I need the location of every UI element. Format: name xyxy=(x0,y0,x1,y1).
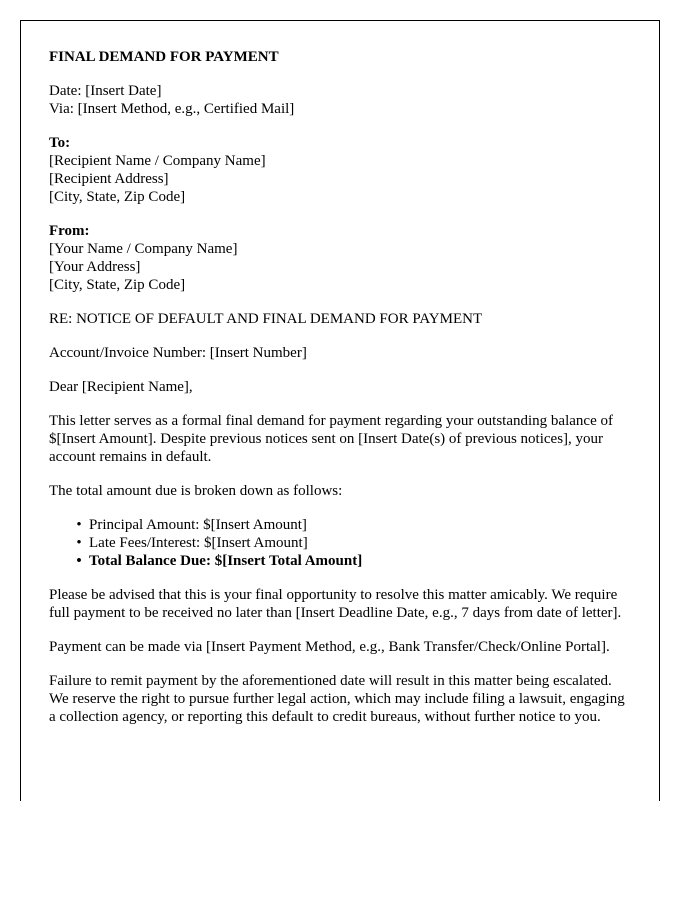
from-city-state-zip: [City, State, Zip Code] xyxy=(49,277,186,293)
from-sender-name: [Your Name / Company Name] xyxy=(49,241,238,257)
to-recipient-address: [Recipient Address] xyxy=(49,171,169,187)
to-label: To: xyxy=(49,135,71,151)
salutation: Dear [Recipient Name], xyxy=(49,379,193,395)
date-line: Date: [Insert Date] xyxy=(49,83,162,99)
breakdown-item-text: Total Balance Due: $[Insert Total Amount] xyxy=(89,553,363,569)
breakdown-item-text: Principal Amount: $[Insert Amount] xyxy=(89,517,307,533)
breakdown-item-principal xyxy=(76,516,634,534)
paragraph-payment-method: Payment can be made via [Insert Payment Method, e.g., Bank Transfer/Check/Online Portal]. xyxy=(49,639,610,655)
to-block xyxy=(49,134,634,206)
letter-body xyxy=(49,48,634,742)
letter-title: FINAL DEMAND FOR PAYMENT xyxy=(49,49,279,65)
bullet-icon: • xyxy=(76,535,82,551)
date-via-block xyxy=(49,82,634,118)
from-label: From: xyxy=(49,223,90,239)
re-line: RE: NOTICE OF DEFAULT AND FINAL DEMAND FOR PAYMENT xyxy=(49,311,483,327)
via-line: Via: [Insert Method, e.g., Certified Mail] xyxy=(49,101,295,117)
account-number-line: Account/Invoice Number: [Insert Number] xyxy=(49,345,307,361)
paragraph-demand: This letter serves as a formal final demand for payment regarding your outstanding balance of $[Insert Amount]. Despite previous notices sent on [Insert Date(s) of previous notices], your account remains in default. xyxy=(49,413,613,465)
bullet-icon: • xyxy=(76,553,82,569)
letter-page xyxy=(20,20,660,801)
from-sender-address: [Your Address] xyxy=(49,259,141,275)
breakdown-item-text: Late Fees/Interest: $[Insert Amount] xyxy=(89,535,308,551)
from-block xyxy=(49,222,634,294)
breakdown-list xyxy=(49,516,634,570)
paragraph-deadline: Please be advised that this is your final opportunity to resolve this matter amicably. We require full payment to be received no later than [Insert Deadline Date, e.g., 7 days from date of letter]. xyxy=(49,587,622,621)
breakdown-item-total xyxy=(76,552,634,570)
bullet-icon: • xyxy=(76,517,82,533)
to-city-state-zip: [City, State, Zip Code] xyxy=(49,189,186,205)
breakdown-intro: The total amount due is broken down as follows: xyxy=(49,483,343,499)
breakdown-item-late-fees xyxy=(76,534,634,552)
to-recipient-name: [Recipient Name / Company Name] xyxy=(49,153,266,169)
paragraph-consequences: Failure to remit payment by the aforementioned date will result in this matter being escalated. We reserve the right to pursue further legal action, which may include filing a lawsuit, engaging a collection agency, or reporting this default to credit bureaus, without further notice to you. xyxy=(49,673,625,725)
